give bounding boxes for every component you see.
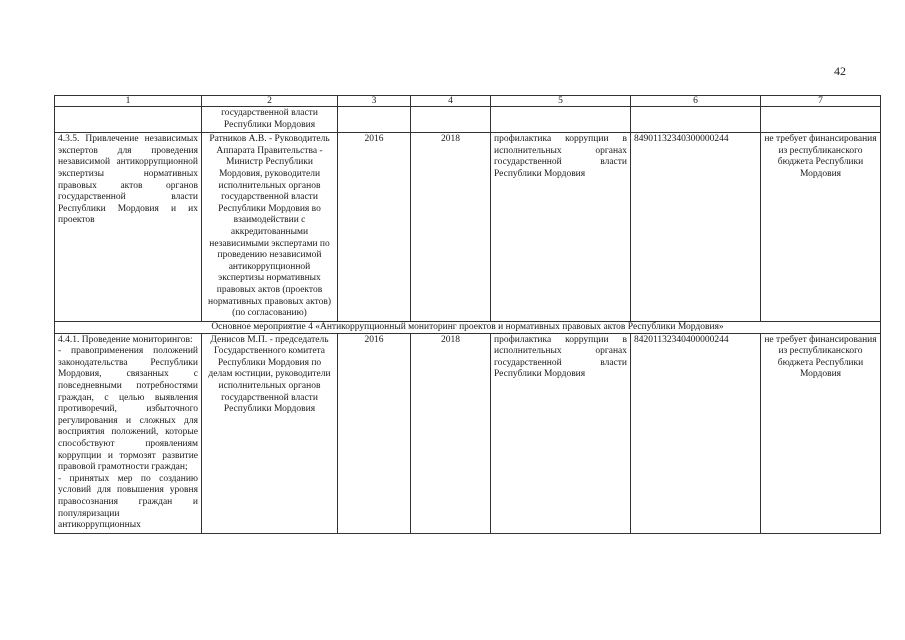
page-number: 42 xyxy=(834,64,846,78)
measure-item: - принятых мер по созданию условий для повышения уровня правосознания граждан и популяризации антикоррупционных xyxy=(58,473,198,531)
table-row xyxy=(55,333,881,533)
agreement-note: (по согласованию) xyxy=(232,308,307,319)
measure-cell: 4.3.5. Привлечение независимых экспертов для проведения независимой антикоррупционной экспертизы нормативных правовых актов органов государственной власти Республики Мордовия и их проектов xyxy=(55,133,202,322)
financing-cell: не требует финансирования из республиканского бюджета Республики Мордовия xyxy=(761,133,881,322)
header-cell: 6 xyxy=(631,96,761,107)
responsible-cell: Денисов М.П. - председатель Государственного комитета Республики Мордовия по делам юстиции, руководители исполнительных органов государственной власти Республики Мордовия xyxy=(202,333,338,533)
header-cell: 7 xyxy=(761,96,881,107)
result-cell: профилактика коррупции в исполнительных органах государственной власти Республики Мордовия xyxy=(491,133,631,322)
header-cell: 2 xyxy=(202,96,338,107)
start-year-cell: 2016 xyxy=(338,333,411,533)
budget-code-cell: 84201132340400000244 xyxy=(631,333,761,533)
table-row xyxy=(55,133,881,322)
header-cell: 5 xyxy=(491,96,631,107)
financing-cell: не требует финансирования из республиканского бюджета Республики Мордовия xyxy=(761,333,881,533)
measure-title: 4.4.1. Проведение мониторингов: xyxy=(58,334,193,345)
header-row xyxy=(55,96,881,107)
measure-cell xyxy=(55,333,202,533)
table-row xyxy=(55,107,881,133)
end-year-cell: 2018 xyxy=(411,333,491,533)
budget-code-cell: 84901132340300000244 xyxy=(631,133,761,322)
end-year-cell: 2018 xyxy=(411,133,491,322)
section-title: Основное мероприятие 4 «Антикоррупционный мониторинг проектов и нормативных правовых актов Республики Мордовия» xyxy=(55,321,881,333)
responsible-text: Ратников А.В. - Руководитель Аппарата Правительства - Министр Республики Мордовия, руководители исполнительных органов государственной власти Республики Мордовия во взаимодействии с аккредитованными независимыми экспертами по проведению независимой антикоррупционной экспертизы нормативных правовых актов (проектов нормативных правовых актов) xyxy=(207,134,332,307)
header-cell: 1 xyxy=(55,96,202,107)
header-cell: 3 xyxy=(338,96,411,107)
result-cell: профилактика коррупции в исполнительных органах государственной власти Республики Мордовия xyxy=(491,333,631,533)
section-row xyxy=(55,321,881,333)
responsible-cell xyxy=(202,133,338,322)
measure-item: - правоприменения положений законодательства Республики Мордовия, связанных с повседневными потребностями граждан, с целью выявления противоречий, избыточного регулирования и сложных для восприятия положений, которые способствуют проявлениям коррупции и тормозят развитие правовой грамотности граждан; xyxy=(58,346,198,473)
start-year-cell: 2016 xyxy=(338,133,411,322)
header-cell: 4 xyxy=(411,96,491,107)
responsible-cell: государственной власти Республики Мордовия xyxy=(202,107,338,133)
program-table xyxy=(54,95,881,534)
